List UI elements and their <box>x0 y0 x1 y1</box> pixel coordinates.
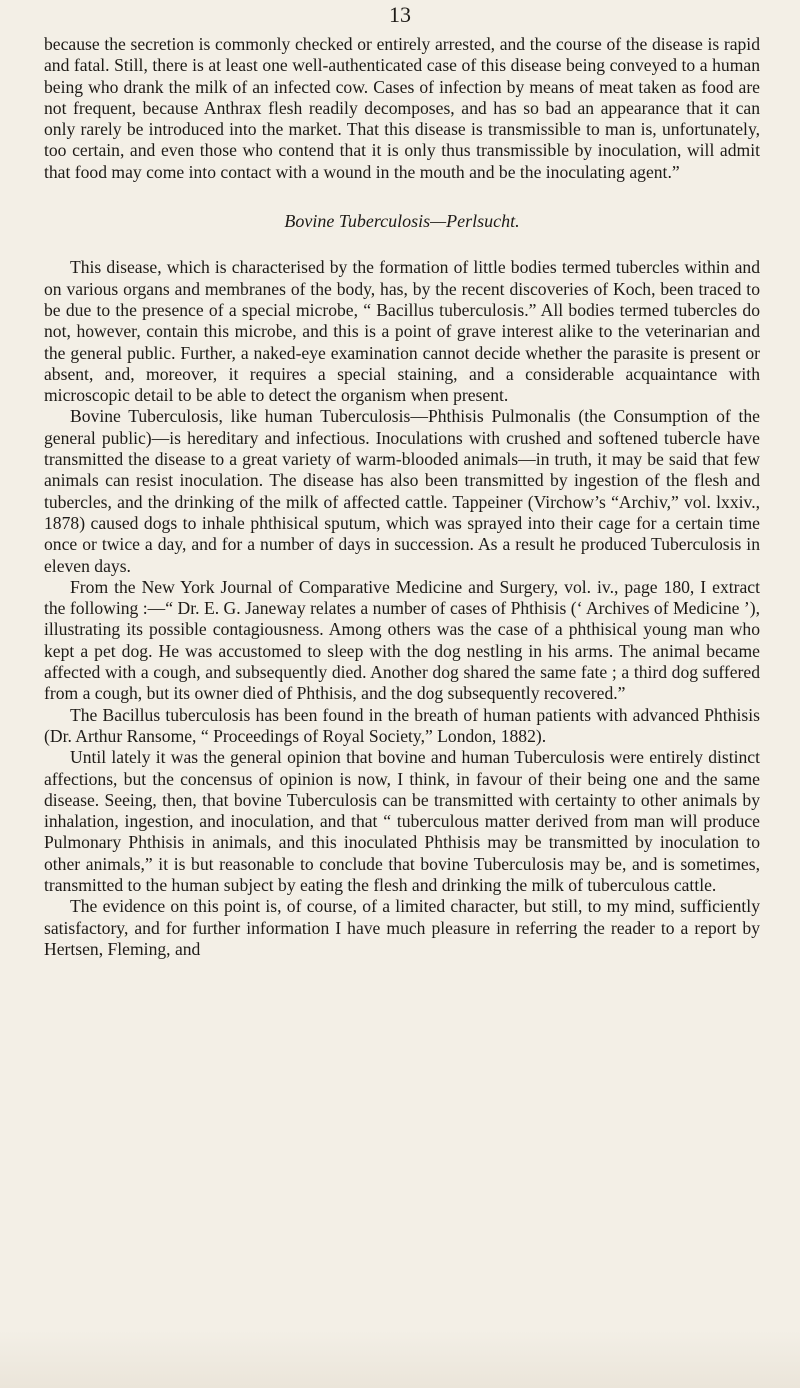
paragraph-bacillus-breath: The Bacillus tuberculosis has been found in the breath of human patients with advanced Phthisis (Dr. Arthur Ransome, “ Proceedings of Royal Society,” London, 1882). <box>44 704 760 746</box>
paragraph-janeway: From the New York Journal of Comparative Medicine and Surgery, vol. iv., page 180, I extract the following :—“ Dr. E. G. Janeway relates a number of cases of Phthisis (‘ Archives of Medicine ’), illustrating its possible contagiousness. Among others was the case of a phthisical young man who kept a pet dog. He was accustomed to sleep with the dog nestling in his arms. The animal became affected with a cough, and subsequently died. Another dog shared the same fate ; a third dog suffered from a cough, but its owner died of Phthisis, and the dog subsequently recovered.” <box>44 576 760 704</box>
body-text <box>44 34 760 960</box>
page-bottom-margin <box>0 1330 800 1388</box>
paragraph-opinion: Until lately it was the general opinion that bovine and human Tuberculosis were entirely distinct affections, but the concensus of opinion is now, I think, in favour of their being one and the same disease. Seeing, then, that bovine Tuberculosis can be transmitted with certainty to other animals by inhalation, ingestion, and inoculation, and that “ tuberculous matter derived from man will produce Pulmonary Phthisis in animals, and this inoculated Phthisis may be transmitted by inoculation to other animals,” it is but reasonable to conclude that bovine Tuberculosis may be, and is sometimes, transmitted to the human subject by eating the flesh and drinking the milk of tuberculous cattle. <box>44 747 760 895</box>
paragraph-continuation: because the secretion is commonly checked or entirely arrested, and the course of the disease is rapid and fatal. Still, there is at least one well-authenticated case of this disease being conveyed to a human being who drank the milk of an infected cow. Cases of infection by means of meat taken as food are not frequent, because Anthrax flesh readily decomposes, and has so bad an appearance that it can only rarely be introduced into the market. That this disease is transmissible to man is, unfortunately, too certain, and even those who contend that it is only thus transmissible by inoculation, will admit that food may come into contact with a wound in the mouth and be the inoculating agent.” <box>44 34 760 182</box>
paragraph-hereditary: Bovine Tuberculosis, like human Tuberculosis—Phthisis Pulmonalis (the Consumption of the general public)—is hereditary and infectious. Inoculations with crushed and softened tubercle have transmitted the disease to a great variety of warm-blooded animals—in truth, it may be said that few animals can resist inoculation. The disease has also been transmitted by ingestion of the flesh and tubercles, and the drinking of the milk of affected cattle. Tappeiner (Virchow’s “Archiv,” vol. lxxiv., 1878) caused dogs to inhale phthisical sputum, which was sprayed into their cage for a certain time once or twice a day, and for a number of days in succession. As a result he produced Tuberculosis in eleven days. <box>44 406 760 576</box>
section-heading: Bovine Tuberculosis—Perlsucht. <box>284 211 520 232</box>
paragraph-evidence: The evidence on this point is, of course, of a limited character, but still, to my mind, sufficiently satisfactory, and for further information I have much pleasure in referring the reader to a report by Hertsen, Fleming, and <box>44 896 760 959</box>
paragraph-definition: This disease, which is characterised by the formation of little bodies termed tubercles within and on various organs and membranes of the body, has, by the recent discoveries of Koch, been traced to be due to the presence of a special microbe, “ Bacillus tuberculosis.” All bodies termed tubercles do not, however, contain this microbe, and this is a point of grave interest alike to the veterinarian and the general public. Further, a naked-eye examination cannot decide whether the parasite is present or absent, and, moreover, it requires a special staining, and a considerable acquaintance with microscopic detail to be able to detect the organism when present. <box>44 257 760 406</box>
page-number: 13 <box>389 2 411 27</box>
